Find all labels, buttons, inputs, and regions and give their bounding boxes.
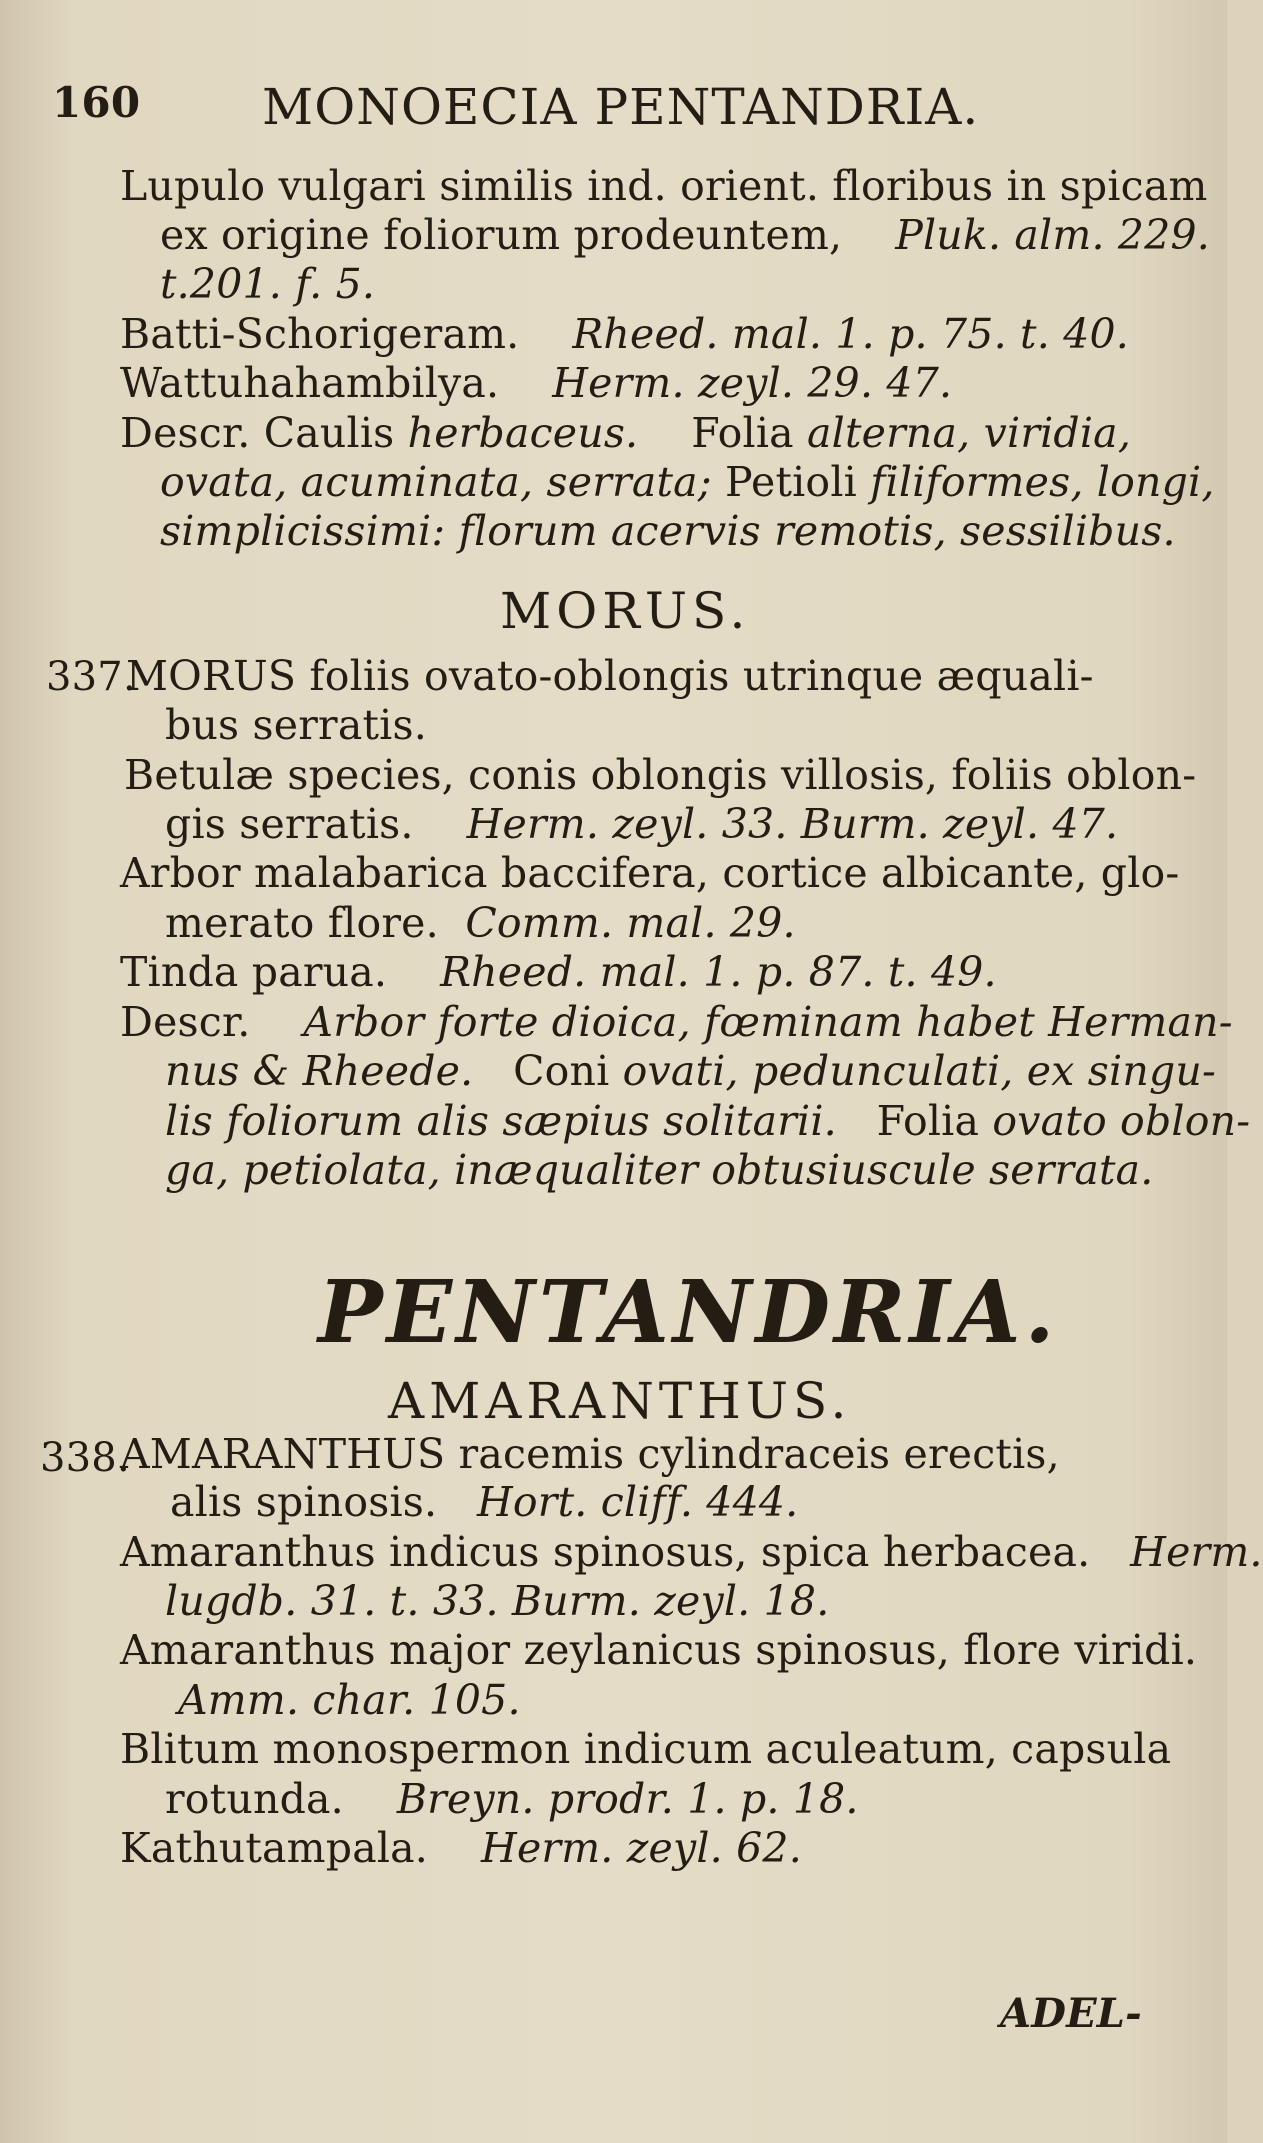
entry-number: 337.	[46, 654, 136, 700]
text-line: Kathutampala. Herm. zeyl. 62.	[120, 1824, 802, 1872]
text-line: Amaranthus major zeylanicus spinosus, flore viridi.	[120, 1626, 1198, 1674]
text-line: Batti-Schorigeram. Rheed. mal. 1. p. 75. t. 40.	[120, 310, 1130, 358]
text-line: Descr. Arbor forte dioica, fœminam habet Herman-	[120, 998, 1233, 1046]
text-line: Wattuhahambilya. Herm. zeyl. 29. 47.	[120, 359, 953, 407]
text-line: Blitum monospermon indicum aculeatum, capsula	[120, 1725, 1172, 1773]
text-line: Betulæ species, conis oblongis villosis, foliis oblon-	[124, 751, 1197, 799]
text-line: Amaranthus indicus spinosus, spica herbacea. Herm.	[120, 1528, 1263, 1576]
page-number: 160	[52, 78, 141, 127]
text-line: merato flore. Comm. mal. 29.	[165, 899, 796, 947]
genus-heading-amaranthus: AMARANTHUS.	[388, 1372, 852, 1430]
text-line: Amm. char. 105.	[178, 1676, 521, 1724]
text-line: Descr. Caulis herbaceus. Folia alterna, viridia,	[120, 409, 1132, 457]
running-title: MONOECIA PENTANDRIA.	[262, 78, 980, 136]
entry-number: 338.	[40, 1435, 130, 1481]
text-line: t.201. f. 5.	[160, 260, 376, 308]
text-line: Arbor malabarica baccifera, cortice albicante, glo-	[120, 849, 1180, 897]
text-line: MORUS foliis ovato-oblongis utrinque æquali-	[126, 652, 1094, 700]
text-line: simplicissimi: florum acervis remotis, sessilibus.	[160, 507, 1176, 555]
text-line: gis serratis. Herm. zeyl. 33. Burm. zeyl. 47.	[165, 800, 1119, 848]
text-line: rotunda. Breyn. prodr. 1. p. 18.	[165, 1775, 859, 1823]
text-line: Tinda parua. Rheed. mal. 1. p. 87. t. 49.	[120, 948, 997, 996]
text-line: alis spinosis. Hort. cliff. 444.	[170, 1478, 799, 1526]
text-line: lugdb. 31. t. 33. Burm. zeyl. 18.	[165, 1577, 830, 1625]
catchword: ADEL-	[1000, 1990, 1142, 2037]
text-line: AMARANTHUS racemis cylindraceis erectis,	[120, 1430, 1060, 1478]
text-line: lis foliorum alis sæpius solitarii. Folia ovato oblon-	[165, 1097, 1251, 1145]
genus-heading-morus: MORUS.	[500, 582, 751, 640]
text-line: nus & Rheede. Coni ovati, pedunculati, ex singu-	[165, 1047, 1217, 1095]
section-title: PENTANDRIA.	[318, 1262, 1059, 1363]
text-line: ex origine foliorum prodeuntem, Pluk. alm. 229.	[160, 211, 1211, 259]
text-line: ovata, acuminata, serrata; Petioli filiformes, longi,	[160, 458, 1215, 506]
text-line: bus serratis.	[165, 701, 427, 749]
text-line: Lupulo vulgari similis ind. orient. floribus in spicam	[120, 162, 1208, 210]
text-line: ga, petiolata, inæqualiter obtusiuscule serrata.	[165, 1146, 1154, 1194]
